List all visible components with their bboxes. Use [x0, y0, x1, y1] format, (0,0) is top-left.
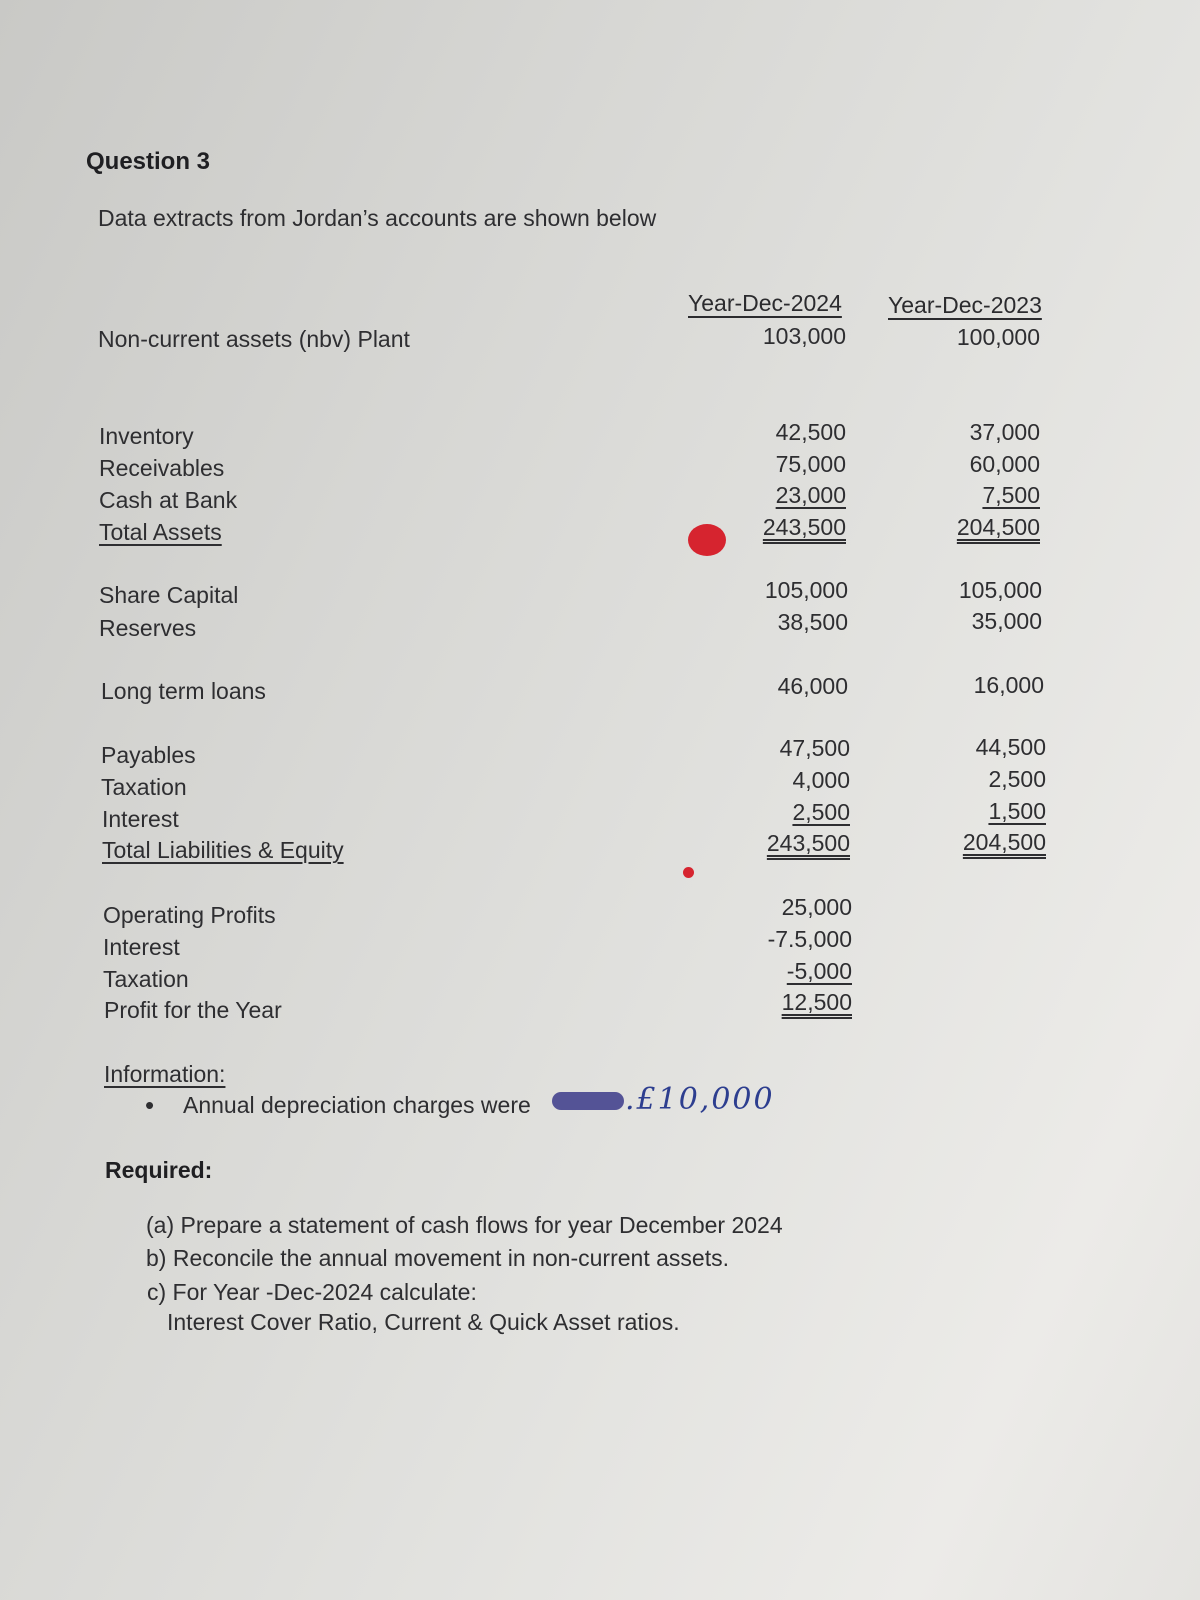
- bullet-icon: •: [145, 1090, 155, 1120]
- value-interest-2023: 1,500: [988, 798, 1046, 824]
- row-label-total-le: Total Liabilities & Equity: [102, 837, 344, 863]
- information-bullet-text: Annual depreciation charges were: [183, 1092, 531, 1118]
- question-title: Question 3: [86, 148, 211, 175]
- column-header-2023: Year-Dec-2023: [888, 292, 1042, 318]
- pl-value-taxation: -5,000: [786, 958, 852, 984]
- scribbled-out-value: [552, 1092, 624, 1113]
- pl-value-profit: 12,500: [781, 989, 852, 1015]
- value-interest-2024: 2,500: [792, 799, 850, 825]
- pl-value-interest: -7.5,000: [767, 926, 852, 952]
- pl-label-profit: Profit for the Year: [104, 997, 282, 1023]
- column-header-2024: Year-Dec-2024: [688, 290, 842, 316]
- pl-label-interest: Interest: [103, 934, 180, 960]
- value-taxation-2024: 4,000: [792, 767, 850, 793]
- value-total-assets-2024: 243,500: [762, 514, 846, 540]
- value-payables-2024: 47,500: [779, 735, 850, 761]
- row-label-taxation: Taxation: [101, 774, 187, 800]
- value-share-capital-2023: 105,000: [958, 577, 1042, 603]
- row-label-share-capital: Share Capital: [99, 582, 239, 608]
- handwritten-amount: .£10,000: [625, 1082, 775, 1117]
- row-label-total-assets: Total Assets: [99, 519, 222, 545]
- row-label-inventory: Inventory: [99, 423, 194, 449]
- information-heading: Information:: [104, 1061, 226, 1087]
- required-item-a: (a) Prepare a statement of cash flows for year December 2024: [146, 1212, 783, 1238]
- value-total-le-2023: 204,500: [962, 829, 1046, 855]
- value-receivables-2024: 75,000: [775, 451, 846, 477]
- row-label-cash: Cash at Bank: [99, 487, 238, 513]
- value-total-le-2024: 243,500: [766, 830, 850, 856]
- intro-text: Data extracts from Jordan’s accounts are shown below: [98, 205, 657, 231]
- row-label-interest: Interest: [102, 806, 179, 832]
- value-share-capital-2024: 105,000: [764, 577, 848, 603]
- value-plant-2024: 103,000: [762, 323, 846, 349]
- value-inventory-2023: 37,000: [969, 419, 1040, 445]
- row-label-reserves: Reserves: [99, 615, 197, 641]
- value-loans-2023: 16,000: [973, 672, 1044, 698]
- required-item-b: b) Reconcile the annual movement in non-current assets.: [146, 1245, 729, 1271]
- value-inventory-2024: 42,500: [775, 419, 846, 445]
- required-item-c-detail: Interest Cover Ratio, Current & Quick Asset ratios.: [167, 1309, 680, 1335]
- row-label-loans: Long term loans: [101, 678, 266, 704]
- row-label-receivables: Receivables: [99, 455, 225, 481]
- required-item-c: c) For Year -Dec-2024 calculate:: [147, 1279, 477, 1305]
- red-marker-dot: [688, 524, 726, 556]
- pl-label-taxation: Taxation: [103, 966, 189, 992]
- red-marker-small-dot: [683, 867, 694, 878]
- row-label-payables: Payables: [101, 742, 196, 768]
- value-reserves-2024: 38,500: [777, 609, 848, 635]
- value-receivables-2023: 60,000: [969, 451, 1040, 477]
- value-payables-2023: 44,500: [975, 734, 1046, 760]
- value-taxation-2023: 2,500: [988, 766, 1046, 792]
- row-label-plant: Non-current assets (nbv) Plant: [98, 326, 410, 352]
- value-cash-2024: 23,000: [775, 482, 846, 508]
- required-heading: Required:: [105, 1157, 213, 1183]
- value-plant-2023: 100,000: [956, 324, 1040, 350]
- value-cash-2023: 7,500: [982, 482, 1040, 508]
- pl-label-operating: Operating Profits: [103, 902, 276, 928]
- pl-value-operating: 25,000: [781, 894, 852, 920]
- value-loans-2024: 46,000: [777, 673, 848, 699]
- value-total-assets-2023: 204,500: [956, 514, 1040, 540]
- value-reserves-2023: 35,000: [971, 608, 1042, 634]
